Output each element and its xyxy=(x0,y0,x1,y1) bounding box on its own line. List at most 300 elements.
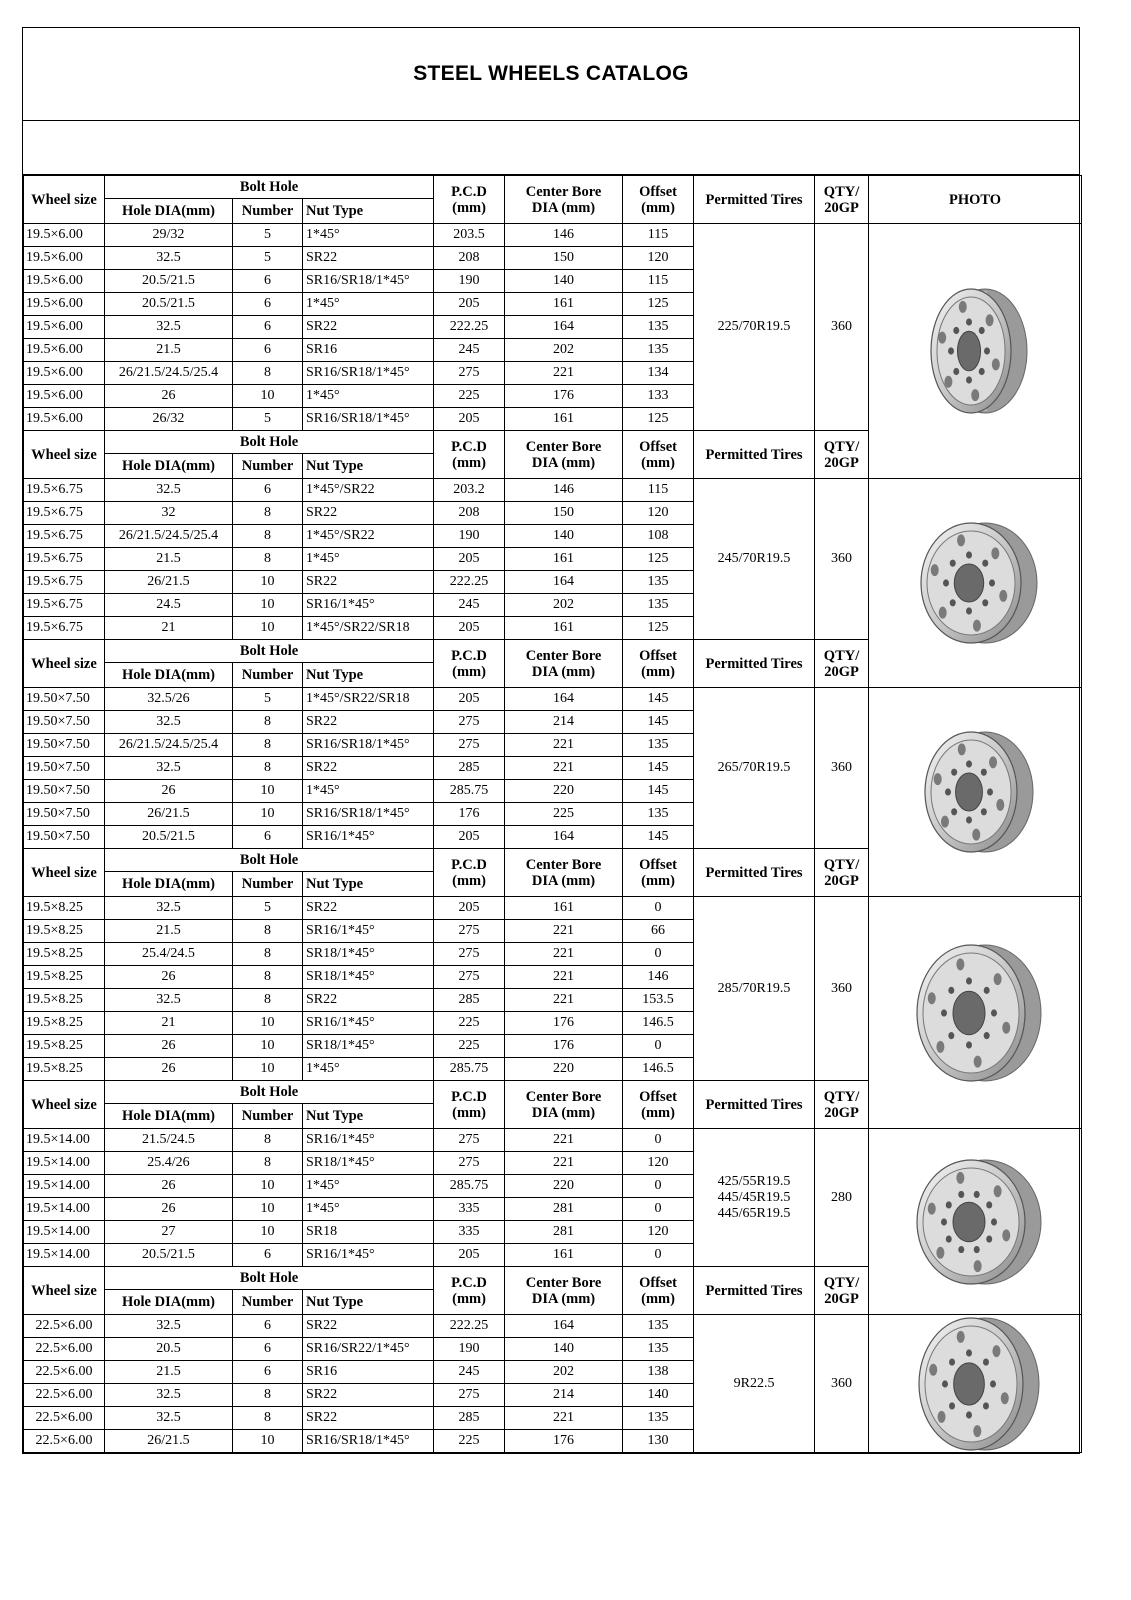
hole-dia-cell: 21 xyxy=(105,617,233,640)
nut-type-cell: 1*45° xyxy=(303,1175,434,1198)
wheel-bolt-hole xyxy=(946,1201,952,1208)
center-bore-header-line: DIA (mm) xyxy=(531,1104,596,1121)
wheel-vent-hole xyxy=(994,1185,1002,1197)
wheel-size-cell: 19.5×6.75 xyxy=(24,502,105,525)
wheel-vent-hole xyxy=(956,958,964,970)
center-bore-header-line: Center Bore xyxy=(525,647,602,664)
pcd-cell: 205 xyxy=(434,548,505,571)
wheel-bolt-hole xyxy=(989,579,995,586)
nut-type-cell: SR18/1*45° xyxy=(303,943,434,966)
wheel-size-cell: 22.5×6.00 xyxy=(24,1315,105,1338)
nut-type-cell: SR16/1*45° xyxy=(303,920,434,943)
bolt-number-cell: 6 xyxy=(233,270,303,293)
wheel-vent-hole xyxy=(973,1425,981,1437)
wheel-bolt-hole xyxy=(941,1218,947,1225)
section-header-row xyxy=(24,176,1082,199)
hole-dia-cell: 26 xyxy=(105,1175,233,1198)
pcd-cell: 205 xyxy=(434,897,505,920)
bolt-number-cell: 10 xyxy=(233,1058,303,1081)
center-bore-header-line: Center Bore xyxy=(525,1088,602,1105)
nut-type-cell: SR16/SR18/1*45° xyxy=(303,803,434,826)
nut-type-header: Nut Type xyxy=(303,663,434,688)
wheel-size-cell: 22.5×6.00 xyxy=(24,1338,105,1361)
bolt-number-cell: 5 xyxy=(233,247,303,270)
center-bore-header-line: DIA (mm) xyxy=(531,663,596,680)
center-bore-cell: 225 xyxy=(505,803,623,826)
pcd-cell: 225 xyxy=(434,385,505,408)
hole-dia-header: Hole DIA(mm) xyxy=(105,1290,233,1315)
bolt-number-cell: 10 xyxy=(233,803,303,826)
wheel-vent-hole xyxy=(934,773,942,785)
pcd-cell: 275 xyxy=(434,920,505,943)
pcd-cell: 203.2 xyxy=(434,479,505,502)
hole-dia-cell: 24.5 xyxy=(105,594,233,617)
hole-dia-cell: 20.5/21.5 xyxy=(105,1244,233,1267)
hole-dia-cell: 21.5 xyxy=(105,548,233,571)
qty-header xyxy=(815,431,869,479)
pcd-cell: 225 xyxy=(434,1035,505,1058)
qty-cell: 360 xyxy=(815,1315,869,1453)
offset-cell: 145 xyxy=(623,826,694,849)
wheel-bolt-hole xyxy=(958,1245,964,1252)
nut-type-cell: SR16/SR18/1*45° xyxy=(303,270,434,293)
offset-cell: 108 xyxy=(623,525,694,548)
offset-cell: 145 xyxy=(623,688,694,711)
page-title: STEEL WHEELS CATALOG xyxy=(413,62,689,85)
pcd-header xyxy=(434,1267,505,1315)
pcd-cell: 222.25 xyxy=(434,571,505,594)
pcd-cell: 245 xyxy=(434,594,505,617)
bolt-number-cell: 6 xyxy=(233,339,303,362)
nut-type-cell: SR22 xyxy=(303,1315,434,1338)
pcd-cell: 285.75 xyxy=(434,780,505,803)
wheel-vent-hole xyxy=(958,743,966,755)
permitted-tires-cell xyxy=(694,897,815,1081)
bolt-number-cell: 5 xyxy=(233,224,303,247)
hole-dia-cell: 32.5 xyxy=(105,247,233,270)
nut-type-cell: SR16 xyxy=(303,1361,434,1384)
photo-cell xyxy=(869,479,1082,688)
hole-dia-cell: 25.4/26 xyxy=(105,1152,233,1175)
pcd-header-line: P.C.D xyxy=(451,856,487,873)
nut-type-cell: SR16/1*45° xyxy=(303,1244,434,1267)
wheel-photo-icon xyxy=(905,1157,1045,1287)
wheel-bolt-hole xyxy=(966,551,972,558)
hole-dia-cell: 26/21.5 xyxy=(105,571,233,594)
wheel-size-cell: 19.5×6.75 xyxy=(24,571,105,594)
wheel-size-cell: 19.5×8.25 xyxy=(24,943,105,966)
table-row xyxy=(24,897,1082,920)
wheel-bolt-hole xyxy=(990,1380,996,1387)
offset-header-line: Offset xyxy=(639,438,677,455)
wheel-bolt-hole xyxy=(966,318,972,325)
bolt-number-cell: 8 xyxy=(233,1152,303,1175)
nut-type-cell: SR22 xyxy=(303,571,434,594)
pcd-header-line: P.C.D xyxy=(451,647,487,664)
tire-size: 245/70R19.5 xyxy=(717,551,791,566)
bolt-number-cell: 8 xyxy=(233,362,303,385)
wheel-bolt-hole xyxy=(949,1402,955,1409)
offset-cell: 120 xyxy=(623,502,694,525)
offset-header xyxy=(623,176,694,224)
wheel-size-cell: 19.50×7.50 xyxy=(24,780,105,803)
wheel-size-cell: 19.50×7.50 xyxy=(24,711,105,734)
wheel-bolt-hole xyxy=(966,607,972,614)
center-bore-cell: 164 xyxy=(505,571,623,594)
bolt-hole-header: Bolt Hole xyxy=(105,431,434,454)
wheel-size-cell: 19.5×6.00 xyxy=(24,293,105,316)
nut-type-cell: SR18/1*45° xyxy=(303,1035,434,1058)
nut-type-cell: SR22 xyxy=(303,1384,434,1407)
wheel-vent-hole xyxy=(939,607,947,619)
center-bore-cell: 221 xyxy=(505,734,623,757)
hole-dia-cell: 32.5 xyxy=(105,1384,233,1407)
bolt-number-cell: 8 xyxy=(233,502,303,525)
nut-type-cell: SR16/1*45° xyxy=(303,1012,434,1035)
wheel-vent-hole xyxy=(1002,1021,1010,1033)
qty-header-line: 20GP xyxy=(824,454,859,471)
offset-cell: 134 xyxy=(623,362,694,385)
wheel-vent-hole xyxy=(996,799,1004,811)
wheel-size-cell: 19.5×8.25 xyxy=(24,1035,105,1058)
center-bore-header-line: DIA (mm) xyxy=(531,1290,596,1307)
center-bore-cell: 220 xyxy=(505,1175,623,1198)
qty-header-line: QTY/ xyxy=(823,1274,860,1291)
tire-size: 225/70R19.5 xyxy=(717,319,791,334)
center-bore-cell: 220 xyxy=(505,1058,623,1081)
center-bore-cell: 221 xyxy=(505,1152,623,1175)
offset-header xyxy=(623,849,694,897)
wheel-photo-icon xyxy=(905,518,1045,648)
permitted-tires-cell xyxy=(694,1129,815,1267)
bolt-number-cell: 8 xyxy=(233,711,303,734)
title-band xyxy=(23,28,1079,121)
hole-dia-cell: 29/32 xyxy=(105,224,233,247)
table-row xyxy=(24,224,1082,247)
wheel-bolt-hole xyxy=(950,560,956,567)
wheel-size-cell: 19.50×7.50 xyxy=(24,757,105,780)
center-bore-header-line: Center Bore xyxy=(525,856,602,873)
nut-type-header: Nut Type xyxy=(303,454,434,479)
pcd-cell: 205 xyxy=(434,1244,505,1267)
table-row xyxy=(24,688,1082,711)
wheel-vent-hole xyxy=(938,1410,946,1422)
offset-header xyxy=(623,1267,694,1315)
wheel-bolt-hole xyxy=(943,579,949,586)
offset-cell: 0 xyxy=(623,1244,694,1267)
qty-header-line: 20GP xyxy=(824,663,859,680)
wheel-size-cell: 19.50×7.50 xyxy=(24,734,105,757)
pcd-header-line: P.C.D xyxy=(451,1274,487,1291)
pcd-cell: 245 xyxy=(434,339,505,362)
pcd-header xyxy=(434,431,505,479)
bolt-number-cell: 10 xyxy=(233,1035,303,1058)
tire-size: 445/45R19.5 xyxy=(717,1189,791,1205)
wheel-size-cell: 19.5×14.00 xyxy=(24,1221,105,1244)
pcd-cell: 245 xyxy=(434,1361,505,1384)
bolt-hole-header: Bolt Hole xyxy=(105,849,434,872)
bolt-number-cell: 5 xyxy=(233,408,303,431)
number-header: Number xyxy=(233,454,303,479)
qty-header-line: 20GP xyxy=(824,872,859,889)
pcd-cell: 205 xyxy=(434,617,505,640)
pcd-cell: 225 xyxy=(434,1430,505,1453)
tire-size: 445/65R19.5 xyxy=(717,1205,791,1221)
nut-type-cell: SR22 xyxy=(303,502,434,525)
wheel-size-cell: 19.5×6.00 xyxy=(24,385,105,408)
center-bore-cell: 214 xyxy=(505,1384,623,1407)
offset-cell: 145 xyxy=(623,711,694,734)
nut-type-cell: SR18/1*45° xyxy=(303,1152,434,1175)
nut-type-cell: SR22 xyxy=(303,711,434,734)
center-bore-cell: 202 xyxy=(505,1361,623,1384)
offset-cell: 135 xyxy=(623,1338,694,1361)
wheel-bolt-hole xyxy=(966,1411,972,1418)
hole-dia-cell: 32.5/26 xyxy=(105,688,233,711)
nut-type-cell: 1*45° xyxy=(303,385,434,408)
center-bore-cell: 221 xyxy=(505,757,623,780)
pcd-cell: 285.75 xyxy=(434,1175,505,1198)
hole-dia-cell: 20.5 xyxy=(105,1338,233,1361)
nut-type-cell: SR16/SR18/1*45° xyxy=(303,408,434,431)
qty-header-line: 20GP xyxy=(824,199,859,216)
bolt-number-cell: 5 xyxy=(233,688,303,711)
wheel-bolt-hole xyxy=(966,977,972,984)
wheel-vent-hole xyxy=(991,547,999,559)
offset-cell: 135 xyxy=(623,316,694,339)
nut-type-cell: SR16/1*45° xyxy=(303,594,434,617)
hole-dia-cell: 26 xyxy=(105,966,233,989)
wheel-size-cell: 19.5×14.00 xyxy=(24,1198,105,1221)
offset-header-line: (mm) xyxy=(641,1290,675,1307)
nut-type-cell: SR16/SR18/1*45° xyxy=(303,734,434,757)
bolt-number-cell: 6 xyxy=(233,479,303,502)
pcd-cell: 285.75 xyxy=(434,1058,505,1081)
qty-header-line: 20GP xyxy=(824,1290,859,1307)
wheel-size-cell: 19.5×14.00 xyxy=(24,1152,105,1175)
hole-dia-cell: 20.5/21.5 xyxy=(105,826,233,849)
nut-type-cell: SR16/SR18/1*45° xyxy=(303,1430,434,1453)
wheel-bolt-hole xyxy=(984,347,990,354)
offset-cell: 146.5 xyxy=(623,1012,694,1035)
wheel-size-cell: 19.5×6.00 xyxy=(24,224,105,247)
center-bore-cell: 150 xyxy=(505,502,623,525)
wheel-vent-hole xyxy=(957,534,965,546)
pcd-cell: 275 xyxy=(434,734,505,757)
hole-dia-cell: 32.5 xyxy=(105,989,233,1012)
pcd-header xyxy=(434,176,505,224)
center-bore-cell: 150 xyxy=(505,247,623,270)
pcd-header-line: P.C.D xyxy=(451,183,487,200)
catalog-sheet xyxy=(22,27,1080,1454)
wheel-size-header: Wheel size xyxy=(24,176,105,224)
nut-type-cell: SR16 xyxy=(303,339,434,362)
permitted-tires-header: Permitted Tires xyxy=(694,1267,815,1315)
wheel-photo-icon xyxy=(910,726,1040,858)
hole-dia-cell: 21 xyxy=(105,1012,233,1035)
hole-dia-cell: 26/21.5/24.5/25.4 xyxy=(105,734,233,757)
wheel-vent-hole xyxy=(973,620,981,632)
nut-type-cell: SR22 xyxy=(303,316,434,339)
wheel-size-cell: 19.5×6.00 xyxy=(24,316,105,339)
wheel-bolt-hole xyxy=(950,599,956,606)
pcd-cell: 275 xyxy=(434,1384,505,1407)
pcd-header-line: (mm) xyxy=(452,1290,486,1307)
offset-cell: 120 xyxy=(623,1152,694,1175)
offset-cell: 0 xyxy=(623,1035,694,1058)
wheel-vent-hole xyxy=(928,1202,936,1214)
center-bore-header-line: Center Bore xyxy=(525,438,602,455)
hole-dia-cell: 26 xyxy=(105,1058,233,1081)
wheel-size-header: Wheel size xyxy=(24,1081,105,1129)
bolt-number-cell: 8 xyxy=(233,734,303,757)
nut-type-cell: SR16/1*45° xyxy=(303,1129,434,1152)
qty-header-line: QTY/ xyxy=(823,1088,860,1105)
nut-type-cell: SR16/1*45° xyxy=(303,826,434,849)
bolt-number-cell: 8 xyxy=(233,943,303,966)
photo-cell xyxy=(869,1129,1082,1315)
pcd-header xyxy=(434,640,505,688)
tire-size: 265/70R19.5 xyxy=(717,760,791,775)
hole-dia-cell: 26/21.5/24.5/25.4 xyxy=(105,525,233,548)
wheel-vent-hole xyxy=(974,1260,982,1272)
bolt-number-cell: 8 xyxy=(233,1407,303,1430)
permitted-tires-header: Permitted Tires xyxy=(694,849,815,897)
hole-dia-cell: 21.5 xyxy=(105,1361,233,1384)
qty-header xyxy=(815,849,869,897)
qty-header-line: 20GP xyxy=(824,1104,859,1121)
wheel-size-header: Wheel size xyxy=(24,1267,105,1315)
bolt-number-cell: 8 xyxy=(233,757,303,780)
pcd-cell: 275 xyxy=(434,711,505,734)
center-bore-cell: 176 xyxy=(505,1012,623,1035)
qty-header xyxy=(815,640,869,688)
bolt-number-cell: 6 xyxy=(233,316,303,339)
wheel-vent-hole xyxy=(994,973,1002,985)
center-bore-cell: 202 xyxy=(505,339,623,362)
nut-type-cell: SR18/1*45° xyxy=(303,966,434,989)
bolt-number-cell: 6 xyxy=(233,1338,303,1361)
offset-cell: 135 xyxy=(623,571,694,594)
nut-type-cell: SR22 xyxy=(303,757,434,780)
wheel-photo-icon xyxy=(905,943,1045,1083)
wheel-bolt-hole xyxy=(948,347,954,354)
photo-header: PHOTO xyxy=(869,176,1082,224)
wheel-size-header: Wheel size xyxy=(24,849,105,897)
wheel-size-cell: 22.5×6.00 xyxy=(24,1361,105,1384)
nut-type-cell: 1*45° xyxy=(303,293,434,316)
hole-dia-cell: 32.5 xyxy=(105,757,233,780)
bolt-number-cell: 6 xyxy=(233,1244,303,1267)
wheel-vent-hole xyxy=(936,1246,944,1258)
photo-cell xyxy=(869,688,1082,897)
wheel-bolt-hole xyxy=(941,1009,947,1016)
wheel-size-cell: 19.5×14.00 xyxy=(24,1129,105,1152)
center-bore-cell: 164 xyxy=(505,688,623,711)
number-header: Number xyxy=(233,872,303,897)
pcd-cell: 275 xyxy=(434,362,505,385)
wheel-size-cell: 19.5×6.75 xyxy=(24,594,105,617)
offset-cell: 135 xyxy=(623,734,694,757)
offset-header-line: (mm) xyxy=(641,454,675,471)
pcd-header xyxy=(434,1081,505,1129)
tire-size: 285/70R19.5 xyxy=(717,980,791,996)
hole-dia-cell: 26/21.5 xyxy=(105,803,233,826)
pcd-header-line: (mm) xyxy=(452,1104,486,1121)
permitted-tires-header: Permitted Tires xyxy=(694,431,815,479)
center-bore-cell: 161 xyxy=(505,897,623,920)
photo-cell xyxy=(869,897,1082,1129)
hole-dia-cell: 26 xyxy=(105,1198,233,1221)
nut-type-cell: SR22 xyxy=(303,897,434,920)
center-bore-cell: 164 xyxy=(505,316,623,339)
qty-cell: 280 xyxy=(815,1129,869,1267)
center-bore-cell: 161 xyxy=(505,617,623,640)
hole-dia-cell: 26/32 xyxy=(105,408,233,431)
center-bore-cell: 164 xyxy=(505,826,623,849)
wheel-bolt-hole xyxy=(966,760,972,767)
offset-cell: 125 xyxy=(623,408,694,431)
offset-cell: 120 xyxy=(623,1221,694,1244)
wheel-bolt-hole xyxy=(981,808,987,815)
bolt-number-cell: 8 xyxy=(233,1384,303,1407)
wheel-size-cell: 19.50×7.50 xyxy=(24,826,105,849)
wheel-bolt-hole xyxy=(982,599,988,606)
wheel-bolt-hole xyxy=(942,1380,948,1387)
wheel-bolt-hole xyxy=(984,1032,990,1039)
nut-type-cell: SR22 xyxy=(303,247,434,270)
center-bore-cell: 214 xyxy=(505,711,623,734)
wheel-vent-hole xyxy=(972,829,980,841)
nut-type-cell: 1*45° xyxy=(303,224,434,247)
pcd-cell: 190 xyxy=(434,1338,505,1361)
center-bore-cell: 161 xyxy=(505,293,623,316)
wheel-bolt-hole xyxy=(951,769,957,776)
nut-type-cell: 1*45°/SR22/SR18 xyxy=(303,688,434,711)
offset-cell: 115 xyxy=(623,224,694,247)
wheel-vent-hole xyxy=(992,1345,1000,1357)
wheel-size-cell: 22.5×6.00 xyxy=(24,1384,105,1407)
qty-header xyxy=(815,176,869,224)
center-bore-header-line: DIA (mm) xyxy=(531,872,596,889)
center-bore-cell: 146 xyxy=(505,224,623,247)
qty-cell: 360 xyxy=(815,479,869,640)
pcd-cell: 285 xyxy=(434,757,505,780)
wheel-vent-hole xyxy=(956,1171,964,1183)
bolt-number-cell: 10 xyxy=(233,1012,303,1035)
wheel-bolt-hole xyxy=(983,1358,989,1365)
catalog-table xyxy=(23,175,1082,1453)
hole-dia-cell: 32.5 xyxy=(105,1407,233,1430)
center-bore-cell: 221 xyxy=(505,920,623,943)
wheel-photo-icon xyxy=(905,1316,1045,1452)
wheel-photo-icon xyxy=(920,281,1030,421)
bolt-hole-header: Bolt Hole xyxy=(105,176,434,199)
offset-header xyxy=(623,640,694,688)
offset-header-line: (mm) xyxy=(641,663,675,680)
wheel-size-cell: 19.5×8.25 xyxy=(24,1012,105,1035)
hole-dia-cell: 21.5 xyxy=(105,920,233,943)
hole-dia-cell: 26/21.5/24.5/25.4 xyxy=(105,362,233,385)
bolt-number-cell: 8 xyxy=(233,920,303,943)
pcd-cell: 190 xyxy=(434,525,505,548)
permitted-tires-cell xyxy=(694,224,815,431)
hole-dia-header: Hole DIA(mm) xyxy=(105,199,233,224)
wheel-bolt-hole xyxy=(983,1402,989,1409)
bolt-number-cell: 10 xyxy=(233,571,303,594)
pcd-header xyxy=(434,849,505,897)
offset-cell: 138 xyxy=(623,1361,694,1384)
